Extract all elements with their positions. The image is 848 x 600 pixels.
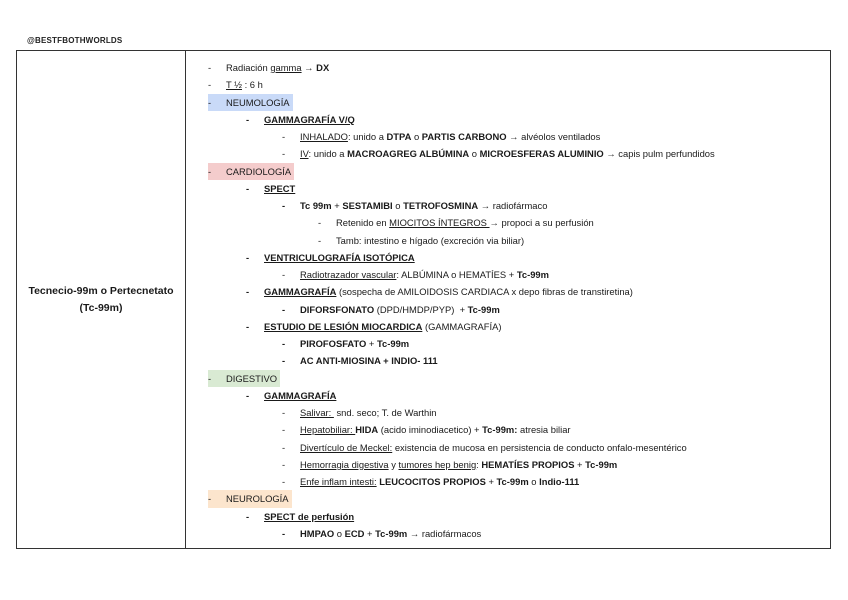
note-line <box>208 439 830 456</box>
text-run: INHALADO <box>300 131 348 142</box>
text-run: Tc 99m <box>300 200 332 211</box>
text-run: Divertículo de Meckel: <box>300 441 393 453</box>
section-heading <box>208 94 830 111</box>
line-content <box>282 404 437 421</box>
bullet-dash: - <box>246 510 250 522</box>
bullet-dash: - <box>282 441 286 453</box>
bullet-dash: - <box>208 79 212 91</box>
text-run: : 6 h <box>241 79 263 91</box>
notes-table <box>16 50 831 549</box>
line-content <box>282 473 579 490</box>
line-text <box>336 232 524 249</box>
line-text <box>336 214 594 231</box>
line-text <box>300 456 617 473</box>
text-run: ESTUDIO DE LESIÓN MIOCARDICA <box>264 320 423 332</box>
line-text <box>300 335 409 352</box>
text-run: GAMMAGRAFÍA <box>264 389 337 401</box>
text-run: Tc-99m <box>585 458 618 470</box>
line-content <box>282 266 549 283</box>
text-run: DX <box>316 62 330 73</box>
text-run: + <box>485 476 497 487</box>
note-line <box>208 421 830 438</box>
text-run: DIGESTIVO <box>226 372 278 384</box>
text-run: NEUMOLOGÍA <box>226 96 290 108</box>
bullet-dash: - <box>282 407 286 418</box>
line-text <box>226 76 263 93</box>
line-text <box>226 94 290 111</box>
note-line <box>208 145 830 162</box>
bullet-dash: - <box>246 389 250 401</box>
note-line <box>208 249 830 266</box>
text-run: Tc-99m <box>467 303 500 315</box>
bullet-dash: - <box>282 148 286 160</box>
line-content <box>246 111 355 128</box>
subject-title-line2: (Tc-99m) <box>79 301 123 314</box>
text-run: Tc-99m <box>375 527 408 539</box>
line-text <box>300 525 481 542</box>
text-run: CARDIOLOGÍA <box>226 165 292 177</box>
bullet-dash: - <box>246 182 250 194</box>
bullet-dash: - <box>208 165 212 177</box>
text-run: o <box>469 148 480 160</box>
line-content <box>246 318 502 335</box>
text-run: AC ANTI-MIOSINA + INDIO- 111 <box>300 355 438 367</box>
bullet-dash: - <box>208 96 212 108</box>
text-run: T ½ <box>226 79 242 91</box>
line-content <box>246 508 354 525</box>
line-text <box>226 490 289 507</box>
line-content <box>246 249 415 266</box>
note-line <box>208 180 830 197</box>
text-run: HMPAO <box>300 527 335 539</box>
note-line <box>208 508 830 525</box>
text-run: (DPD/HMDP/PYP) + <box>374 303 468 315</box>
text-run: + <box>574 458 586 470</box>
bullet-dash: - <box>282 200 286 211</box>
text-run: + <box>331 200 343 211</box>
text-run: (acido iminodiacetico) + <box>378 424 483 436</box>
line-content <box>208 76 263 93</box>
text-run: TETROFOSMINA <box>403 200 479 211</box>
line-text <box>264 111 355 128</box>
bullet-dash: - <box>282 527 286 539</box>
text-run: Retenido en <box>336 217 390 229</box>
text-run: VENTRICULOGRAFÍA ISOTÓPICA <box>264 251 415 263</box>
line-content <box>282 421 571 438</box>
text-run: y <box>388 458 399 470</box>
bullet-dash: - <box>282 424 286 436</box>
text-run: (sospecha de AMILOIDOSIS CARDIACA x depo fibras de transtiretina) <box>336 286 633 298</box>
text-run: Hepatobiliar: <box>300 424 356 436</box>
text-run: GAMMAGRAFÍA <box>264 286 337 298</box>
line-text <box>300 352 438 369</box>
text-run: Tc-99m <box>496 476 529 487</box>
note-line <box>208 128 830 145</box>
subject-cell <box>17 51 186 548</box>
text-run: o <box>411 131 422 142</box>
bullet-dash: - <box>246 251 250 263</box>
text-run: o <box>392 200 404 211</box>
text-run: Tamb: intestino e hígado (excreción via biliar) <box>336 234 525 246</box>
line-content <box>282 352 438 369</box>
text-run: IV <box>300 148 309 160</box>
line-text <box>300 473 579 490</box>
text-run: SPECT <box>264 182 296 194</box>
line-text <box>300 404 437 421</box>
line-text <box>264 318 502 335</box>
bullet-dash: - <box>318 234 322 246</box>
text-run: → alvéolos ventilados <box>506 131 601 142</box>
bullet-dash: - <box>246 286 250 298</box>
line-content <box>246 387 336 404</box>
text-run: → <box>301 62 317 73</box>
text-run: MACROAGREG ALBÚMINA <box>347 148 470 160</box>
section-highlight <box>208 370 280 387</box>
text-run: Radiación <box>226 62 271 73</box>
bullet-dash: - <box>282 269 286 280</box>
section-heading <box>208 163 830 180</box>
text-run: : <box>476 458 482 470</box>
note-line <box>208 232 830 249</box>
section-highlight <box>208 94 293 111</box>
text-run: : unido a <box>308 148 348 160</box>
text-run: → capis pulm perfundidos <box>603 148 715 160</box>
line-content <box>282 335 409 352</box>
text-run: MICROESFERAS ALUMINIO <box>479 148 604 160</box>
text-run: NEUROLOGÍA <box>226 493 289 505</box>
line-content <box>282 197 547 214</box>
text-run: o <box>334 527 345 539</box>
note-line <box>208 456 830 473</box>
text-run: → radiofármacos <box>407 527 482 539</box>
section-heading <box>208 490 830 507</box>
line-content <box>208 59 329 76</box>
bullet-dash: - <box>246 320 250 332</box>
text-run: o <box>528 476 540 487</box>
note-line <box>208 59 830 76</box>
text-run: Tc-99m <box>516 269 549 280</box>
note-line <box>208 525 830 542</box>
line-content <box>282 128 600 145</box>
note-line <box>208 473 830 490</box>
note-line <box>208 197 830 214</box>
text-run: snd. seco; T. de Warthin <box>333 407 437 418</box>
line-text <box>264 249 415 266</box>
text-run: Salivar: <box>300 407 334 418</box>
text-run: Enfe inflam intesti: <box>300 476 377 487</box>
note-line <box>208 352 830 369</box>
bullet-dash: - <box>208 62 212 73</box>
note-line <box>208 266 830 283</box>
line-content <box>282 301 500 318</box>
line-content <box>318 214 594 231</box>
line-content <box>282 439 687 456</box>
note-line <box>208 214 830 231</box>
line-text <box>300 266 549 283</box>
text-run: HEMATÍES PROPIOS <box>481 458 575 470</box>
note-line <box>208 404 830 421</box>
text-run: HIDA <box>355 424 379 436</box>
text-run: PARTIS CARBONO <box>421 131 507 142</box>
line-text <box>264 283 633 300</box>
bullet-dash: - <box>282 458 286 470</box>
line-text <box>226 163 291 180</box>
text-run: atresia biliar <box>517 424 571 436</box>
line-text <box>300 301 500 318</box>
bullet-dash: - <box>246 113 250 125</box>
line-text <box>226 59 329 76</box>
section-heading <box>208 370 830 387</box>
text-run: Indio-111 <box>539 476 580 487</box>
note-line <box>208 283 830 300</box>
note-line <box>208 301 830 318</box>
text-run: gamma <box>270 62 302 73</box>
line-content <box>282 456 617 473</box>
line-text <box>264 180 295 197</box>
bullet-dash: - <box>318 217 322 229</box>
text-run: Tc-99m: <box>482 424 518 436</box>
bullet-dash: - <box>282 338 286 349</box>
bullet-dash: - <box>208 493 212 505</box>
notes-cell <box>186 51 830 548</box>
text-run: GAMMAGRAFÍA V/Q <box>264 113 355 125</box>
text-run: SPECT de perfusión <box>264 510 355 522</box>
line-text <box>300 128 600 145</box>
text-run: Radiotrazador vascular <box>300 269 397 280</box>
line-text <box>226 370 277 387</box>
text-run: MIOCITOS ÍNTEGROS <box>389 217 490 229</box>
text-run: existencia de mucosa en persistencia de conducto onfalo-mesentérico <box>392 441 687 453</box>
text-run: ECD <box>344 527 365 539</box>
text-run: LEUCOCITOS PROPIOS <box>379 476 486 487</box>
line-text <box>264 508 354 525</box>
note-line <box>208 76 830 93</box>
subject-title <box>28 283 173 317</box>
bullet-dash: - <box>282 476 286 487</box>
text-run: Tc-99m <box>377 338 410 349</box>
text-run: PIROFOSFATO <box>300 338 367 349</box>
text-run: → radiofármaco <box>478 200 548 211</box>
line-text <box>300 421 571 438</box>
line-content <box>246 283 633 300</box>
text-run: → propoci a su perfusión <box>489 217 594 229</box>
text-run: : ALBÚMINA o HEMATÍES + <box>396 269 517 280</box>
text-run: DTPA <box>386 131 412 142</box>
bullet-dash: - <box>282 303 286 315</box>
line-text <box>300 439 687 456</box>
note-line <box>208 387 830 404</box>
note-line <box>208 111 830 128</box>
text-run: : unido a <box>347 131 387 142</box>
text-run: DIFORSFONATO <box>300 303 375 315</box>
text-run: Hemorragia digestiva <box>300 458 389 470</box>
line-text <box>300 145 715 162</box>
line-content <box>318 232 524 249</box>
section-highlight <box>208 163 294 180</box>
line-content <box>246 180 295 197</box>
subject-title-line1: Tecnecio-99m o Pertecnetato <box>28 284 174 297</box>
bullet-dash: - <box>282 355 286 367</box>
text-run: tumores hep benig <box>398 458 477 470</box>
line-text <box>300 197 547 214</box>
bullet-dash: - <box>208 372 212 384</box>
author-handle: @BESTFBOTHWORLDS <box>27 36 123 45</box>
line-content <box>282 525 481 542</box>
note-line <box>208 318 830 335</box>
text-run: + <box>364 527 376 539</box>
note-line <box>208 335 830 352</box>
text-run: SESTAMIBI <box>342 200 393 211</box>
section-highlight <box>208 490 292 507</box>
line-content <box>282 145 715 162</box>
bullet-dash: - <box>282 131 286 142</box>
text-run: + <box>366 338 378 349</box>
text-run: (GAMMAGRAFÍA) <box>422 320 502 332</box>
line-text <box>264 387 336 404</box>
